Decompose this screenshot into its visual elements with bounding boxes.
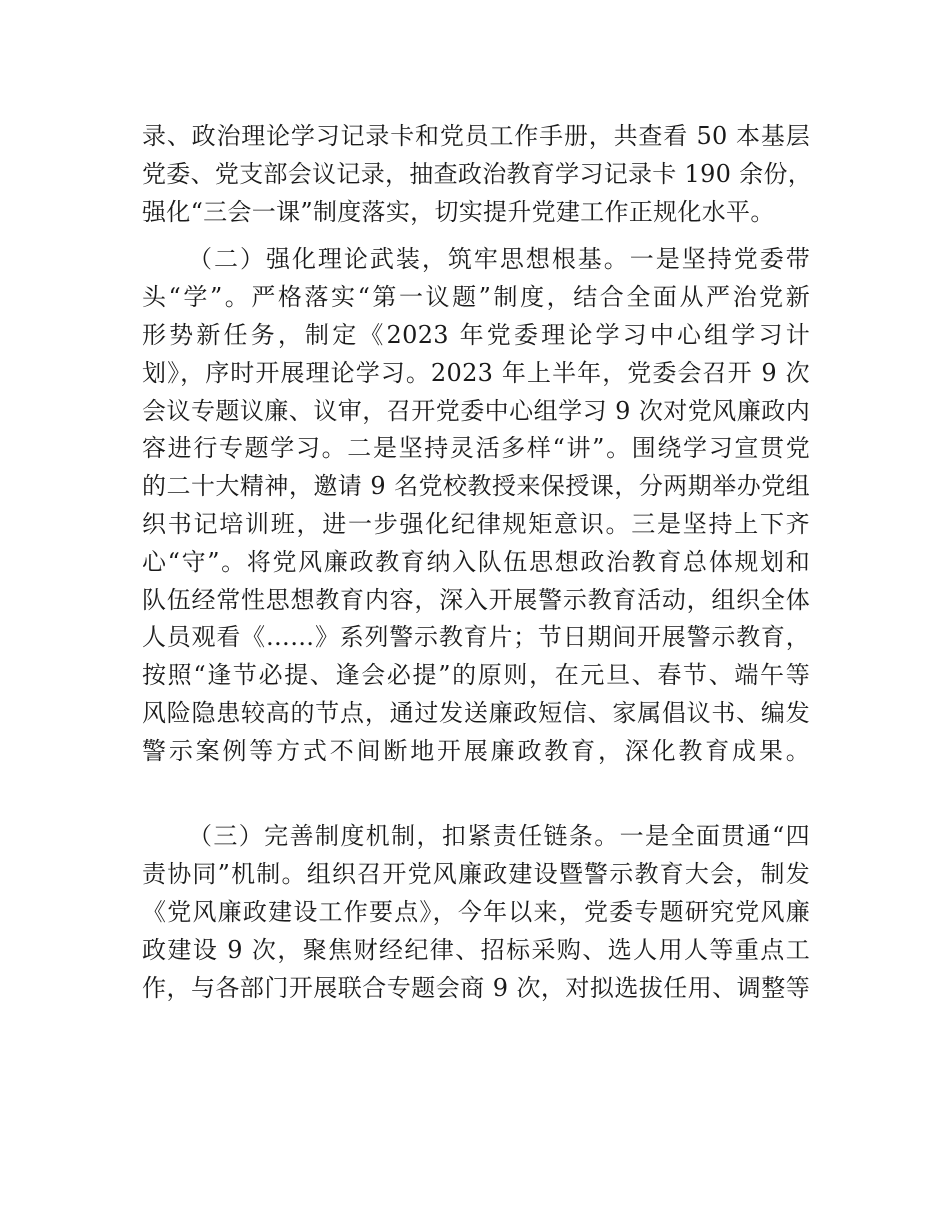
text-line: 作，与各部门开展联合专题会商 9 次，对拟选拔任用、调整等 bbox=[142, 973, 810, 1002]
text-line bbox=[142, 771, 810, 809]
section-heading-line: （三）完善制度机制，扣紧责任链条。一是全面贯通“四 bbox=[188, 822, 810, 851]
section-heading-line: （二）强化理论武装，筑牢思想根基。一是坚持党委带 bbox=[188, 245, 810, 274]
text-line: 会议专题议廉、议审，召开党委中心组学习 9 次对党风廉政内 bbox=[142, 396, 810, 425]
text-line: 《党风廉政建设工作要点》，今年以来，党委专题研究党风廉 bbox=[142, 897, 810, 926]
document-body bbox=[142, 118, 813, 1007]
text-line: 的二十大精神，邀请 9 名党校教授来保授课，分两期举办党组 bbox=[142, 472, 810, 501]
text-line: 织书记培训班，进一步强化纪律规矩意识。三是坚持上下齐 bbox=[142, 509, 810, 538]
paragraph-party-records bbox=[142, 118, 813, 231]
text-line: 划》，序时开展理论学习。2023 年上半年，党委会召开 9 次 bbox=[142, 358, 810, 387]
text-line: 容进行专题学习。二是坚持灵活多样“讲”。围绕学习宣贯党 bbox=[142, 434, 810, 463]
text-line: 警示案例等方式不间断地开展廉政教育，深化教育成果。 bbox=[142, 736, 810, 765]
text-line: 按照“逢节必提、逢会必提”的原则，在元旦、春节、端午等 bbox=[142, 661, 810, 690]
text-line: 队伍经常性思想教育内容，深入开展警示教育活动，组织全体 bbox=[142, 585, 810, 614]
text-line: 责协同”机制。组织召开党风廉政建设暨警示教育大会，制发 bbox=[142, 860, 810, 889]
text-line: 头“学”。严格落实“第一议题”制度，结合全面从严治党新 bbox=[142, 283, 810, 312]
paragraph-theory-study bbox=[142, 241, 810, 808]
paragraph-system-mechanism bbox=[142, 818, 810, 1007]
text-line: 形势新任务，制定《2023 年党委理论学习中心组学习计 bbox=[142, 320, 810, 349]
text-line: 党委、党支部会议记录，抽查政治教育学习记录卡 190 余份， bbox=[142, 159, 813, 188]
text-line: 心“守”。将党风廉政教育纳入队伍思想政治教育总体规划和 bbox=[142, 547, 810, 576]
text-line: 录、政治理论学习记录卡和党员工作手册，共查看 50 本基层 bbox=[142, 122, 810, 150]
text-line: 风险隐患较高的节点，通过发送廉政短信、家属倡议书、编发 bbox=[142, 698, 810, 727]
text-line: 政建设 9 次，聚焦财经纪律、招标采购、选人用人等重点工 bbox=[142, 935, 810, 964]
text-line: 人员观看《……》系列警示教育片；节日期间开展警示教育， bbox=[142, 623, 810, 652]
text-line: 强化“三会一课”制度落实，切实提升党建工作正规化水平。 bbox=[142, 197, 775, 226]
